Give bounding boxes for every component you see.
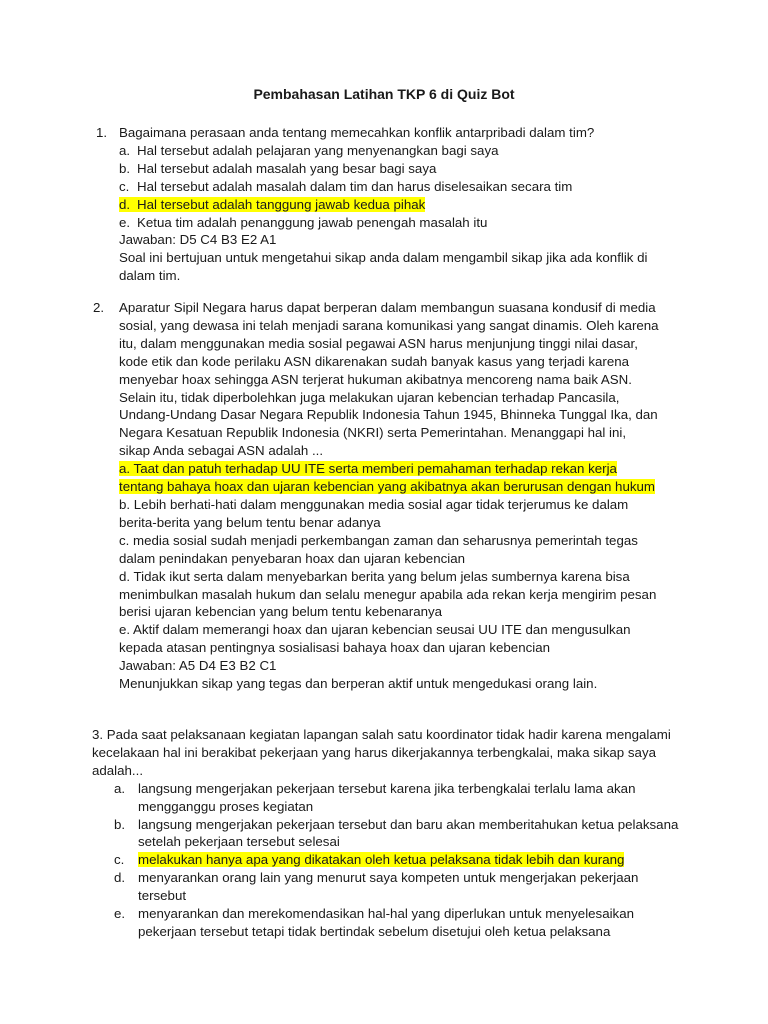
option-b: b. Lebih berhati-hati dalam menggunakan media sosial agar tidak terjerumus ke dalam berita-berita yang belum tentu benar adanya bbox=[119, 496, 629, 530]
option-e: e. Aktif dalam memerangi hoax dan ujaran kebencian seusai UU ITE dan mengusulkan kepada atasan pentingnya sosialisasi bahaya hoax dan ujaran kebencian bbox=[119, 622, 631, 656]
option-b bbox=[119, 160, 679, 178]
explanation: Menunjukkan sikap yang tegas dan berperan aktif untuk mengedukasi orang lain. bbox=[119, 676, 598, 692]
option-c-highlighted bbox=[92, 851, 682, 869]
question-text: Bagaimana perasaan anda tentang memecahkan konflik antarpribadi dalam tim? bbox=[119, 125, 595, 140]
question-number: 1. bbox=[96, 125, 108, 140]
option-b bbox=[92, 816, 682, 852]
option-letter: b. bbox=[114, 816, 126, 832]
answer-key: Jawaban: D5 C4 B3 E2 A1 bbox=[119, 232, 277, 248]
option-letter: d. bbox=[119, 196, 131, 212]
option-letter: c. bbox=[119, 178, 130, 194]
option-d: d. Tidak ikut serta dalam menyebarkan berita yang belum jelas sumbernya karena bisa menimbulkan masalah hukum dan selalu menegur apabila ada rekan kerja mengirim pesan berisi ujaran kebencian yang belum tentu kebenaranya bbox=[119, 568, 657, 620]
option-text: Hal tersebut adalah masalah yang besar bagi saya bbox=[137, 160, 437, 176]
option-text: Ketua tim adalah penanggung jawab penengah masalah itu bbox=[137, 214, 488, 230]
option-text: Hal tersebut adalah pelajaran yang menyenangkan bagi saya bbox=[137, 142, 499, 158]
option-letter: a. bbox=[114, 780, 126, 796]
option-c bbox=[119, 178, 679, 196]
option-text: langsung mengerjakan pekerjaan tersebut karena jika terbengkalai terlalu lama akan mengganggu proses kegiatan bbox=[138, 780, 636, 814]
option-text: Hal tersebut adalah tanggung jawab kedua pihak bbox=[137, 196, 426, 212]
option-a bbox=[92, 780, 682, 816]
option-letter: b. bbox=[119, 160, 131, 176]
option-text: menyarankan orang lain yang menurut saya kompeten untuk mengerjakan pekerjaan tersebut bbox=[138, 870, 639, 904]
document-title: Pembahasan Latihan TKP 6 di Quiz Bot bbox=[253, 86, 515, 102]
option-letter: c. bbox=[114, 852, 125, 868]
option-e bbox=[92, 905, 682, 941]
option-letter: d. bbox=[114, 870, 126, 886]
option-letter: a. bbox=[119, 142, 131, 158]
option-d-highlighted bbox=[119, 196, 679, 214]
option-text: a. Taat dan patuh terhadap UU ITE serta memberi pemahaman terhadap rekan kerja tentang bahaya hoax dan ujaran kebencian yang akibatnya akan berurusan dengan hukum bbox=[119, 461, 655, 495]
option-text: Hal tersebut adalah masalah dalam tim dan harus diselesaikan secara tim bbox=[137, 178, 573, 194]
option-text: melakukan hanya apa yang dikatakan oleh ketua pelaksana tidak lebih dan kurang bbox=[138, 852, 625, 868]
option-a bbox=[119, 142, 679, 160]
question-number: 2. bbox=[93, 300, 105, 315]
option-text: menyarankan dan merekomendasikan hal-hal yang diperlukan untuk menyelesaikan pekerjaan tersebut tetapi tidak bertindak sebelum disetujui oleh ketua pelaksana bbox=[138, 906, 634, 939]
question-3 bbox=[92, 726, 682, 941]
option-letter: e. bbox=[119, 214, 131, 230]
option-a-highlighted bbox=[119, 460, 659, 496]
answer-key: Jawaban: A5 D4 E3 B2 C1 bbox=[119, 658, 277, 674]
option-d bbox=[92, 869, 682, 905]
option-letter: e. bbox=[114, 906, 126, 922]
option-e bbox=[119, 214, 679, 232]
question-text: 3. Pada saat pelaksanaan kegiatan lapangan salah satu koordinator tidak hadir karena mengalami kecelakaan hal ini berakibat pekerjaan yang harus dikerjakannya terbengkalai, maka sikap saya adalah... bbox=[92, 727, 671, 778]
option-text: langsung mengerjakan pekerjaan tersebut dan baru akan memberitahukan ketua pelaksana setelah pekerjaan tersebut selesai bbox=[138, 816, 679, 850]
explanation: Soal ini bertujuan untuk mengetahui sikap anda dalam mengambil sikap jika ada konflik di dalam tim. bbox=[119, 250, 648, 284]
question-text: Aparatur Sipil Negara harus dapat berperan dalam membangun suasana kondusif di media sosial, yang dewasa ini telah menjadi sarana komunikasi yang sangat dinamis. Oleh karena itu, dalam menggunakan media sosial pegawai ASN harus menjunjung tinggi nilai dasar, kode etik dan kode perilaku ASN dikarenakan sudah banyak kasus yang terjadi karena menyebar hoax sehingga ASN terjerat hukuman akibatnya mencoreng nama baik ASN. Selain itu, tidak diperbolehkan juga melakukan ujaran kebencian terhadap Pancasila, Undang-Undang Dasar Negara Republik Indonesia Tahun 1945, Bhinneka Tunggal Ika, dan Negara Kesatuan Republik Indonesia (NKRI) serta Pemerintahan. Menanggapi hal ini, sikap Anda sebagai ASN adalah ... bbox=[119, 300, 659, 459]
option-c: c. media sosial sudah menjadi perkembangan zaman dan seharusnya pemerintah tegas dalam penindakan penyebaran hoax dan ujaran kebencian bbox=[119, 532, 638, 566]
option-list bbox=[92, 780, 682, 941]
